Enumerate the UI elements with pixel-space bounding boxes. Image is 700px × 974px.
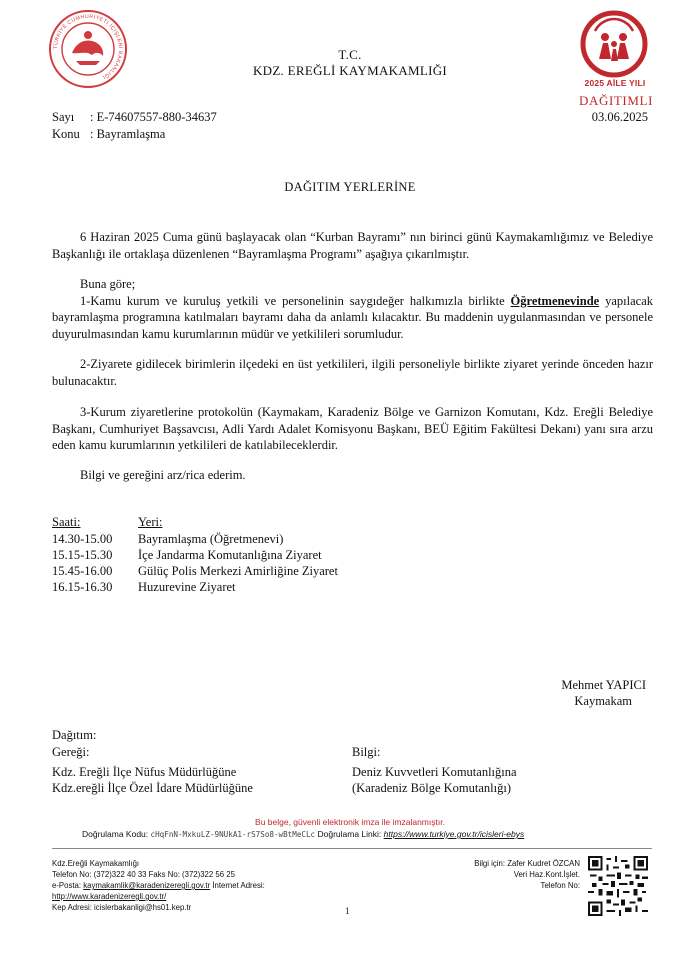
paragraph-2-intro: Buna göre;: [80, 277, 136, 291]
qr-code-icon: [588, 856, 648, 916]
header-authority: KDZ. EREĞLİ KAYMAKAMLIĞI: [252, 63, 448, 78]
schedule-time: 15.15-15.30: [52, 548, 113, 562]
page-number: 1: [345, 906, 350, 916]
venue-highlight: Öğretmenevinde: [510, 293, 600, 308]
bilgi-recipient: Deniz Kuvvetleri Komutanlığına: [352, 765, 517, 779]
paragraph-4: [52, 404, 653, 454]
closing: [52, 467, 653, 484]
footer-email-row: [52, 880, 382, 891]
signer-title: Kaymakam: [574, 694, 632, 708]
gereği-label: Gereği:: [52, 745, 90, 759]
footer-email-link[interactable]: kaymakamlik@karadenizeregli.gov.tr: [83, 881, 211, 890]
schedule-place: Bayramlaşma (Öğretmenevi): [138, 532, 284, 546]
paragraph-3-text: 2-Ziyarete gidilecek birimlerin ilçedeki en üst yetkilileri, ilgili personeliyle birlikte ziyaret yerinde önceden hazır bulunacaktır.: [52, 357, 653, 388]
verification-link[interactable]: https://www.turkiye.gov.tr/icisleri-ebys: [383, 829, 525, 839]
footer-web-link[interactable]: http://www.karadenizeregli.gov.tr/: [52, 892, 167, 901]
schedule-time: 16.15-16.30: [52, 580, 113, 594]
konu-value: : Bayramlaşma: [90, 127, 166, 141]
schedule-place: Huzurevine Ziyaret: [138, 580, 236, 594]
footer-org: Kdz.Ereğli Kaymakamlığı: [52, 859, 140, 868]
footer-info-phone: Telefon No:: [540, 881, 580, 890]
document-date: 03.06.2025: [591, 110, 648, 124]
footer-info-contact: Bilgi için: Zafer Kudret ÖZCAN: [474, 859, 580, 868]
e-signature-note: Bu belge, güvenli elektronik imza ile imzalanmıştır.: [255, 817, 445, 827]
footer-web-label: İnternet Adresi:: [212, 881, 265, 890]
distribution-label: Dağıtım:: [52, 728, 97, 742]
verification-line: [82, 829, 524, 839]
schedule-time: 15.45-16.00: [52, 564, 113, 578]
bilgi-recipient: (Karadeniz Bölge Komutanlığı): [352, 781, 511, 795]
footer-divider: [52, 848, 652, 849]
aile-yili-caption: 2025 AİLE YILI: [584, 78, 646, 88]
gereği-recipient: Kdz. Ereğli İlçe Nüfus Müdürlüğüne: [52, 765, 237, 779]
signer-name: Mehmet YAPICI: [561, 678, 646, 692]
footer-info: [430, 858, 580, 891]
paragraph-2-part-a: 1-Kamu kurum ve kuruluş yetkili ve personelinin saygıdeğer halkımızla birlikte: [80, 293, 505, 308]
document-subject: DAĞITIM YERLERİNE: [284, 180, 416, 194]
schedule-time-header: Saati:: [52, 515, 81, 529]
paragraph-1: [52, 229, 653, 262]
footer-phone: Telefon No: (372)322 40 33 Faks No: (372)322 56 25: [52, 870, 235, 879]
paragraph-2-part-b: yapılacak bayramlaşma programına katılmaları bayramı daha da anlamlı kılacaktır. Bu maddenin uygulanmasından ve personele duyurulmasından kamu kurumlarının müdür ve yetkilileri sorumludur.: [52, 293, 654, 341]
schedule-place-header: Yeri:: [138, 515, 163, 529]
paragraph-1-text: 6 Haziran 2025 Cuma günü başlayacak olan “Kurban Bayramı” nın birinci günü Kaymakamlığımız ve Belediye Başkanlığı ile ortaklaşa düzenlenen “Bayramlaşma Programı” aşağıya çıkarılmıştır.: [52, 230, 653, 261]
footer-email-label: e-Posta:: [52, 881, 82, 890]
schedule-place: İçe Jandarma Komutanlığına Ziyaret: [138, 548, 322, 562]
schedule-time: 14.30-15.00: [52, 532, 113, 546]
footer-contact: [52, 858, 382, 913]
konu-label: Konu: [52, 127, 80, 141]
gereği-recipient: Kdz.ereğli İlçe Özel İdare Müdürlüğüne: [52, 781, 253, 795]
paragraph-4-text: 3-Kurum ziyaretlerine protokolün (Kaymakam, Karadeniz Bölge ve Garnizon Komutanı, Kdz. Ereğli Belediye Başkanı, Cumhuriyet Başsavcısı, Adli Yardı Adalet Komisyonu Başkanı, BEÜ Eğitim Fakültesi Dekanı) yanı sıra arzu eden kamu kurumlarının yetkilileri de katılabileceklerdir.: [52, 405, 653, 453]
schedule-table: [0, 515, 700, 595]
sayi-value: : E-74607557-880-34637: [90, 110, 217, 124]
header-tc: T.C.: [338, 47, 362, 62]
verification-code: cHqFnN-MxkuLZ-9NUkA1-rS7So8-wBtMeCLc: [150, 830, 316, 839]
verification-link-label: Doğrulama Linki:: [317, 829, 382, 839]
footer-kep: Kep Adresi: icislerbakanligi@hs01.kep.tr: [52, 903, 192, 912]
distribution-stamp: DAĞITIMLI: [579, 93, 653, 108]
bilgi-label: Bilgi:: [352, 745, 381, 759]
svg-text:TÜRKİYE CUMHURİYETİ İÇİŞLERİ B: TÜRKİYE CUMHURİYETİ İÇİŞLERİ BAKANLIĞI: [52, 13, 124, 81]
verification-code-label: Doğrulama Kodu:: [82, 829, 149, 839]
footer-info-role: Veri Haz.Kont.İşlet.: [513, 870, 580, 879]
schedule-place: Gülüç Polis Merkezi Amirliğine Ziyaret: [138, 564, 338, 578]
paragraph-3: [52, 356, 653, 389]
sayi-label: Sayı: [52, 110, 75, 124]
paragraph-2: [52, 276, 653, 342]
closing-text: Bilgi ve gereğini arz/rica ederim.: [80, 468, 246, 482]
